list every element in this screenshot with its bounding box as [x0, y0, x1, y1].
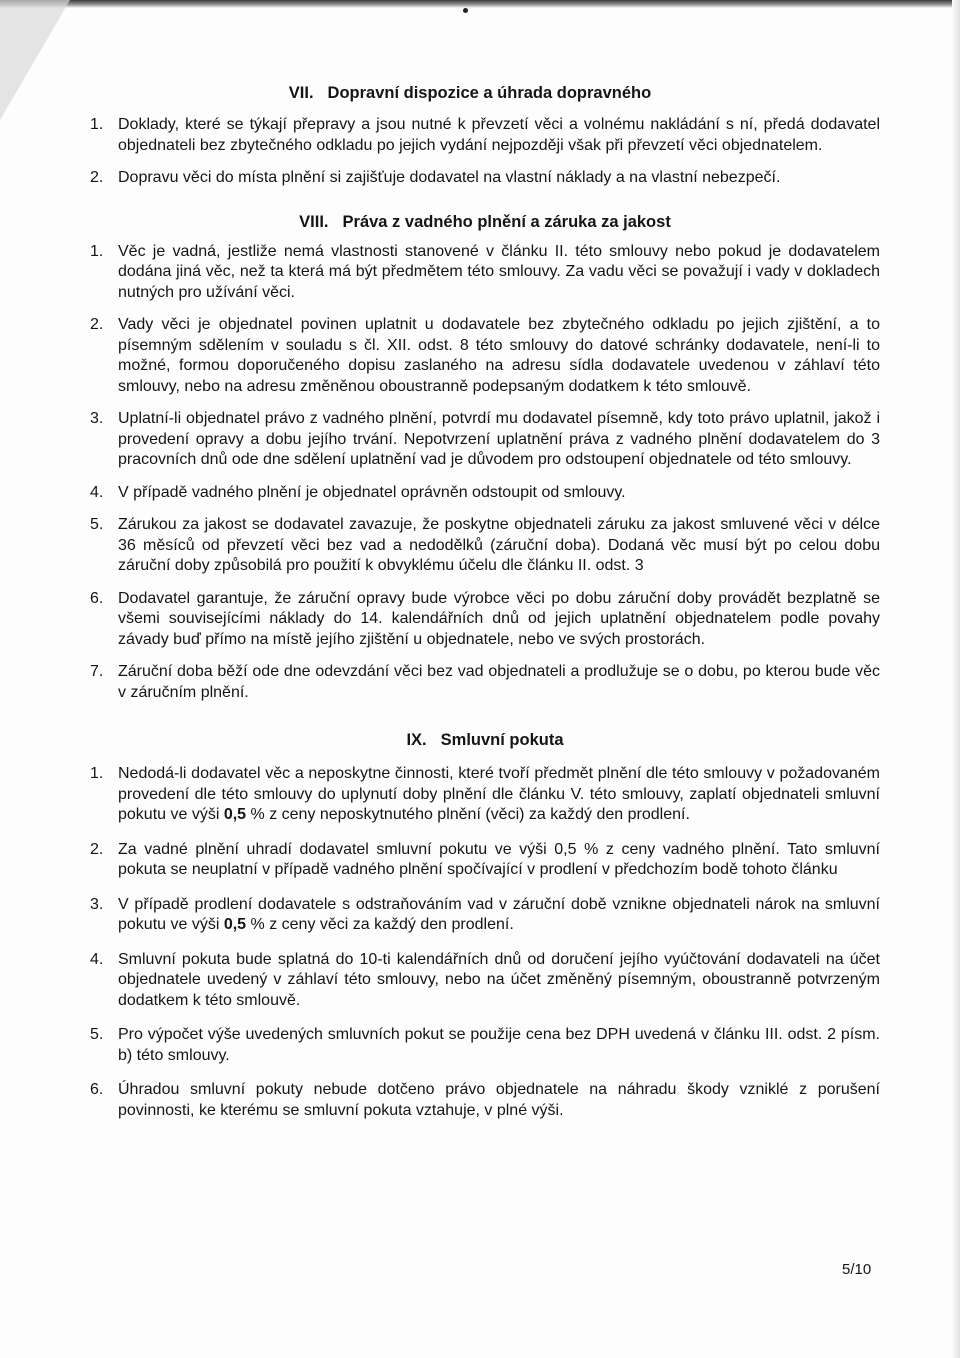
section-title: Práva z vadného plnění a záruka za jakost: [342, 212, 671, 231]
item-number: 1.: [90, 765, 104, 782]
document-page: [90, 84, 880, 1121]
item-text: % z ceny neposkytnutého plnění (věci) za každý den prodlení.: [246, 806, 690, 823]
item-number: 3.: [90, 895, 104, 913]
section-heading-ix: [90, 731, 880, 750]
penalty-rate: 0,5: [223, 806, 247, 823]
item-number: 5.: [90, 516, 104, 533]
item-text: Vady věci je objednatel povinen uplatnit u dodavatele bez zbytečného odkladu po jejich zjištění, a to písemným sdělením v souladu s čl. XII. odst. 8 této smlouvy do datové schránky dodavatele, není-li to možné, formou doporučeného dopisu zaslaného na adresu sídla dodavatele uvedenou v záhlaví této smlouvy, nebo na adresu změněnou oboustranně podepsaným dodatkem k této smlouvě.: [118, 316, 880, 395]
item-text: V případě prodlení dodavatele s odstraňováním vad v záruční době vznikne objednateli nárok na smluvní pokutu ve výši: [118, 895, 880, 933]
item-text: Uplatní-li objednatel právo z vadného plnění, potvrdí mu dodavatel písemně, kdy toto právo uplatnil, jakož i provedení opravy a dobu jejího trvání. Nepotvrzení uplatnění práva z vadného plnění dodavatelem do 3 pracovních dnů ode dne sdělení uplatnění vad je důvodem pro odstoupení objednatele od této smlouvy.: [118, 410, 880, 468]
scan-top-shadow: [0, 0, 960, 8]
item-text: Za vadné plnění uhradí dodavatel smluvní pokutu ve výši 0,5 % z ceny vadného plnění. Tato smluvní pokuta se neuplatní v případě vadného plnění spočívající v prodlení v předchozím bodě tohoto článku: [118, 840, 880, 878]
item-number: 5.: [90, 1026, 104, 1043]
item-number: 6.: [90, 589, 104, 607]
list-item: [90, 589, 880, 651]
list-item: [90, 242, 880, 304]
list-item: [90, 483, 880, 504]
item-number: 4.: [90, 483, 104, 501]
item-text: Záruční doba běží ode dne odevzdání věci bez vad objednateli a prodlužuje se o dobu, po kterou bude věc v záručním plnění.: [118, 663, 880, 701]
section-title: Dopravní dispozice a úhrada dopravného: [327, 84, 652, 102]
section-number: IX.: [406, 731, 427, 749]
item-number: 4.: [90, 950, 104, 968]
list-item: [90, 764, 880, 826]
item-text: V případě vadného plnění je objednatel oprávněn odstoupit od smlouvy.: [118, 483, 626, 501]
item-text: Zárukou za jakost se dodavatel zavazuje, že poskytne objednateli záruku za jakost smluvené věci v délce 36 měsíců od převzetí věci bez vad a nedodělků (záruční doba). Dodaná věc musí být po celou dobu záruční doby způsobilá pro použití k obvyklému účelu dle článku II. odst. 3: [118, 516, 880, 574]
section-number: VII.: [288, 84, 314, 102]
penalty-rate: 0,5: [223, 916, 247, 933]
item-number: 7.: [90, 663, 104, 680]
list-item: [90, 1080, 880, 1121]
scan-right-edge: [952, 0, 960, 1358]
list-item: [90, 315, 880, 397]
item-text: Věc je vadná, jestliže nemá vlastnosti stanovené v článku II. této smlouvy nebo pokud je dodavatelem dodána jiná věc, než ta která má být předmětem této smlouvy. Za vadu věci se považují i vady v dokladech nutných pro užívání věci.: [118, 242, 880, 301]
list-item: [90, 840, 880, 881]
section-number: VIII.: [299, 212, 329, 231]
list-item: [90, 115, 880, 156]
list-item: [90, 950, 880, 1012]
item-number: 2.: [90, 169, 104, 186]
list-item: [90, 168, 880, 189]
item-text: Smluvní pokuta bude splatná do 10-ti kalendářních dnů od doručení jejího vyúčtování dodavateli na účet objednatele uvedený v záhlaví této smlouvy, nebo na účet změněný písemným, oboustranně potvrzeným dodatkem k této smlouvě.: [118, 950, 880, 1009]
item-number: 2.: [90, 316, 104, 333]
section-heading-viii: [90, 213, 880, 232]
list-item: [90, 1025, 880, 1066]
list-item: [90, 662, 880, 703]
item-number: 1.: [90, 116, 104, 133]
item-number: 2.: [90, 840, 104, 858]
item-number: 3.: [90, 410, 104, 427]
list-item: [90, 515, 880, 577]
punch-dot: [463, 8, 468, 13]
item-text: Doklady, které se týkají přepravy a jsou nutné k převzetí věci a volnému nakládání s ní, předá dodavatel objednateli bez zbytečného odkladu po jejich vydání nejpozději však při převzetí věci objednatelem.: [118, 116, 880, 154]
item-text: % z ceny věci za každý den prodlení.: [246, 916, 514, 933]
section-heading-vii: [60, 84, 880, 103]
list-item: [90, 895, 880, 936]
item-text: Pro výpočet výše uvedených smluvních pokut se použije cena bez DPH uvedená v článku III. odst. 2 písm. b) této smlouvy.: [118, 1026, 880, 1064]
item-text: Dodavatel garantuje, že záruční opravy bude výrobce věci po dobu záruční doby provádět bezplatně se všemi souvisejícími náklady do 14. kalendářních dnů od jejich uplatnění objednatelem podle povahy závady buď přímo na místě jejího zjištění u objednatele, nebo ve svých prostorách.: [118, 589, 880, 648]
list-item: [90, 409, 880, 471]
item-number: 6.: [90, 1081, 104, 1098]
item-number: 1.: [90, 242, 104, 260]
item-text: Dopravu věci do místa plnění si zajišťuje dodavatel na vlastní náklady a na vlastní nebezpečí.: [118, 169, 781, 186]
section-title: Smluvní pokuta: [440, 731, 564, 749]
item-text: Úhradou smluvní pokuty nebude dotčeno právo objednatele na náhradu škody vzniklé z porušení povinnosti, ke kterému se smluvní pokuta vztahuje, v plné výši.: [118, 1081, 880, 1119]
item-text: Nedodá-li dodavatel věc a neposkytne činnosti, které tvoří předmět plnění dle této smlouvy v požadovaném provedení dle této smlouvy do uplynutí doby plnění dle článku V. této smlouvy, zaplatí objednateli smluvní pokutu ve výši: [118, 765, 880, 823]
page-number: 5/10: [842, 1261, 872, 1278]
